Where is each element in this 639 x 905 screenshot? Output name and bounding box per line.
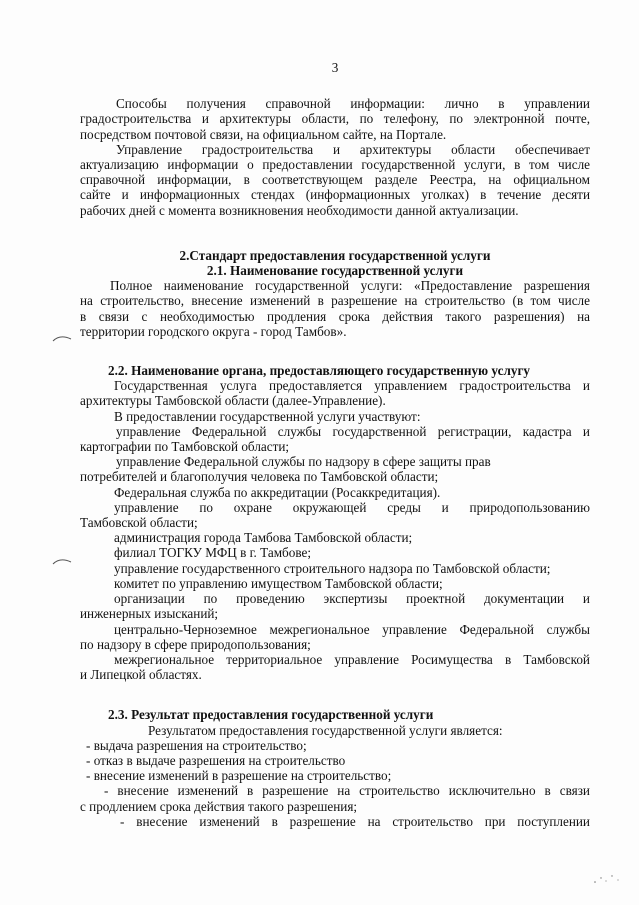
text-line: - внесение изменений в разрешение на строительство исключительно в связи bbox=[104, 783, 590, 799]
result-item: - внесение изменений в разрешение на строительство; bbox=[86, 768, 392, 784]
participant-item: филиал ТОГКУ МФЦ в г. Тамбове; bbox=[114, 545, 312, 561]
text-line: управление Федеральной службы государственной регистрации, кадастра и bbox=[116, 423, 590, 439]
result-item bbox=[80, 783, 590, 813]
result-item: - выдача разрешения на строительство; bbox=[86, 737, 307, 753]
text-line: архитектуры Тамбовской области (далее-Управление). bbox=[80, 393, 386, 409]
margin-mark bbox=[52, 557, 72, 565]
text-line: на строительство, внесение изменений в разрешение на строительство (в том числе bbox=[80, 293, 590, 309]
participant-item bbox=[80, 652, 590, 682]
participant-item bbox=[80, 454, 590, 484]
page-number: 3 bbox=[331, 60, 339, 75]
text-line: Тамбовской области; bbox=[80, 515, 198, 531]
text-line: справочной информации, в соответствующем разделе Реестра, на официальном bbox=[80, 172, 590, 188]
text-line: территории городского округа - город Тамбов». bbox=[80, 323, 347, 339]
text-line: управление Федеральной службы по надзору в сфере защиты прав bbox=[116, 454, 491, 470]
text-line: организации по проведению экспертизы проектной документации и bbox=[114, 591, 590, 607]
text-line: и Липецкой областях. bbox=[80, 667, 202, 683]
section-heading-2-3: 2.3. Результат предоставления государственной услуги bbox=[108, 707, 434, 723]
participant-item bbox=[80, 424, 590, 454]
paragraph-info-methods bbox=[80, 96, 590, 142]
participant-item: Федеральная служба по аккредитации (Росаккредитация). bbox=[114, 484, 441, 500]
text-line: картографии по Тамбовской области; bbox=[80, 439, 290, 455]
scan-specks bbox=[592, 872, 622, 886]
document-body bbox=[80, 60, 590, 829]
text-line: сайте и информационных стендах (информационных уголках) в течение десяти bbox=[80, 187, 590, 203]
text-line: с продлением срока действия такого разрешения; bbox=[80, 798, 358, 814]
text-line: Полное наименование государственной услуги: «Предоставление разрешения bbox=[110, 278, 590, 294]
margin-mark bbox=[52, 334, 72, 342]
result-intro: Результатом предоставления государственной услуги является: bbox=[148, 722, 503, 738]
participant-item bbox=[80, 591, 590, 621]
participant-item: управление государственного строительного надзора по Тамбовской области; bbox=[114, 560, 551, 576]
section-heading-2: 2.Стандарт предоставления государственной услуги bbox=[179, 247, 491, 263]
text-line: градостроительства и архитектуры области, по телефону, по электронной почте, bbox=[80, 111, 590, 127]
participant-item: администрация города Тамбова Тамбовской области; bbox=[114, 530, 413, 546]
text-line: посредством почтовой связи, на официальном сайте, на Портале. bbox=[80, 126, 447, 142]
section-heading-2-1: 2.1. Наименование государственной услуги bbox=[206, 263, 464, 279]
participants-intro: В предоставлении государственной услуги участвуют: bbox=[114, 408, 421, 424]
text-line: актуализацию информации о предоставлении государственной услуги, в том числе bbox=[80, 157, 590, 173]
text-line: по надзору в сфере природопользования; bbox=[80, 636, 311, 652]
participant-item: комитет по управлению имуществом Тамбовской области; bbox=[114, 575, 443, 591]
paragraph-service-name bbox=[80, 278, 590, 339]
text-line: центрально-Черноземное межрегиональное управление Федеральной службы bbox=[114, 621, 590, 637]
result-item: - отказ в выдаче разрешения на строительство bbox=[86, 752, 346, 768]
text-line: Способы получения справочной информации: лично в управлении bbox=[116, 96, 590, 112]
text-line: инженерных изысканий; bbox=[80, 606, 219, 622]
paragraph-info-update bbox=[80, 142, 590, 218]
text-line: Государственная услуга предоставляется управлением градостроительства и bbox=[114, 378, 590, 394]
text-line: рабочих дней с момента возникновения необходимости данной актуализации. bbox=[80, 202, 519, 218]
text-line: управление по охране окружающей среды и природопользованию bbox=[114, 499, 590, 515]
text-line: в связи с необходимостью продления срока действия такого разрешения) на bbox=[80, 308, 590, 324]
participant-item bbox=[80, 622, 590, 652]
text-line: потребителей и благополучия человека по Тамбовской области; bbox=[80, 469, 439, 485]
text-line: межрегиональное территориальное управление Росимущества в Тамбовской bbox=[114, 651, 590, 667]
paragraph-providing-body bbox=[80, 378, 590, 408]
participant-item bbox=[80, 500, 590, 530]
section-heading-2-2: 2.2. Наименование органа, предоставляющего государственную услугу bbox=[108, 363, 531, 379]
result-item: - внесение изменений в разрешение на строительство при поступлении bbox=[120, 813, 590, 829]
text-line: Управление градостроительства и архитектуры области обеспечивает bbox=[116, 141, 590, 157]
